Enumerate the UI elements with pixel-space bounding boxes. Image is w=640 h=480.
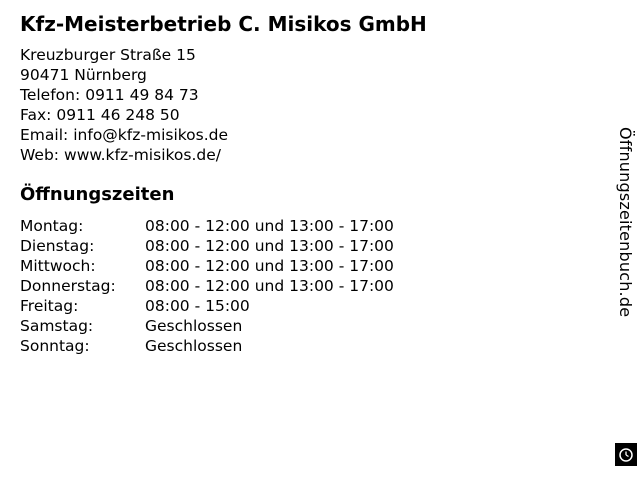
day-hours: 08:00 - 12:00 und 13:00 - 17:00	[145, 257, 394, 275]
day-label: Freitag:	[20, 297, 79, 315]
phone-line	[20, 85, 580, 105]
day-hours: 08:00 - 12:00 und 13:00 - 17:00	[145, 277, 394, 295]
city-text: 90471 Nürnberg	[20, 66, 147, 84]
day-label: Sonntag:	[20, 337, 90, 355]
day-label: Mittwoch:	[20, 257, 96, 275]
fax-label: Fax:	[20, 106, 52, 124]
fax-line	[20, 105, 580, 125]
day-label: Dienstag:	[20, 237, 95, 255]
clock-logo-icon	[618, 447, 634, 463]
day-hours: 08:00 - 15:00	[145, 297, 250, 315]
hours-row-wednesday	[20, 256, 580, 276]
hours-row-friday	[20, 296, 580, 316]
phone-value: 0911 49 84 73	[85, 86, 199, 104]
web-label: Web:	[20, 146, 60, 164]
hours-row-thursday	[20, 276, 580, 296]
address-city	[20, 65, 580, 85]
day-hours: 08:00 - 12:00 und 13:00 - 17:00	[145, 237, 394, 255]
main-content	[20, 12, 580, 356]
hours-row-monday	[20, 216, 580, 236]
email-value[interactable]: info@kfz-misikos.de	[73, 126, 229, 144]
day-hours: Geschlossen	[145, 317, 243, 335]
phone-label: Telefon:	[20, 86, 81, 104]
street-text: Kreuzburger Straße 15	[20, 46, 196, 64]
contact-block	[20, 45, 580, 165]
fax-value: 0911 46 248 50	[56, 106, 180, 124]
opening-hours-heading: Öffnungszeiten	[20, 184, 175, 205]
day-hours: 08:00 - 12:00 und 13:00 - 17:00	[145, 217, 394, 235]
day-label: Montag:	[20, 217, 84, 235]
opening-hours-table	[20, 216, 580, 356]
day-label: Donnerstag:	[20, 277, 116, 295]
oeffnungszeitenbuch-logo[interactable]	[615, 443, 637, 466]
address-street	[20, 45, 580, 65]
web-value[interactable]: www.kfz-misikos.de/	[64, 146, 222, 164]
day-hours: Geschlossen	[145, 337, 243, 355]
web-line	[20, 145, 580, 165]
email-line	[20, 125, 580, 145]
hours-row-tuesday	[20, 236, 580, 256]
hours-row-sunday	[20, 336, 580, 356]
email-label: Email:	[20, 126, 69, 144]
hours-row-saturday	[20, 316, 580, 336]
day-label: Samstag:	[20, 317, 94, 335]
page-title: Kfz-Meisterbetrieb C. Misikos GmbH	[20, 12, 427, 36]
site-watermark[interactable]: Öffnungszeitenbuch.de	[616, 127, 635, 318]
